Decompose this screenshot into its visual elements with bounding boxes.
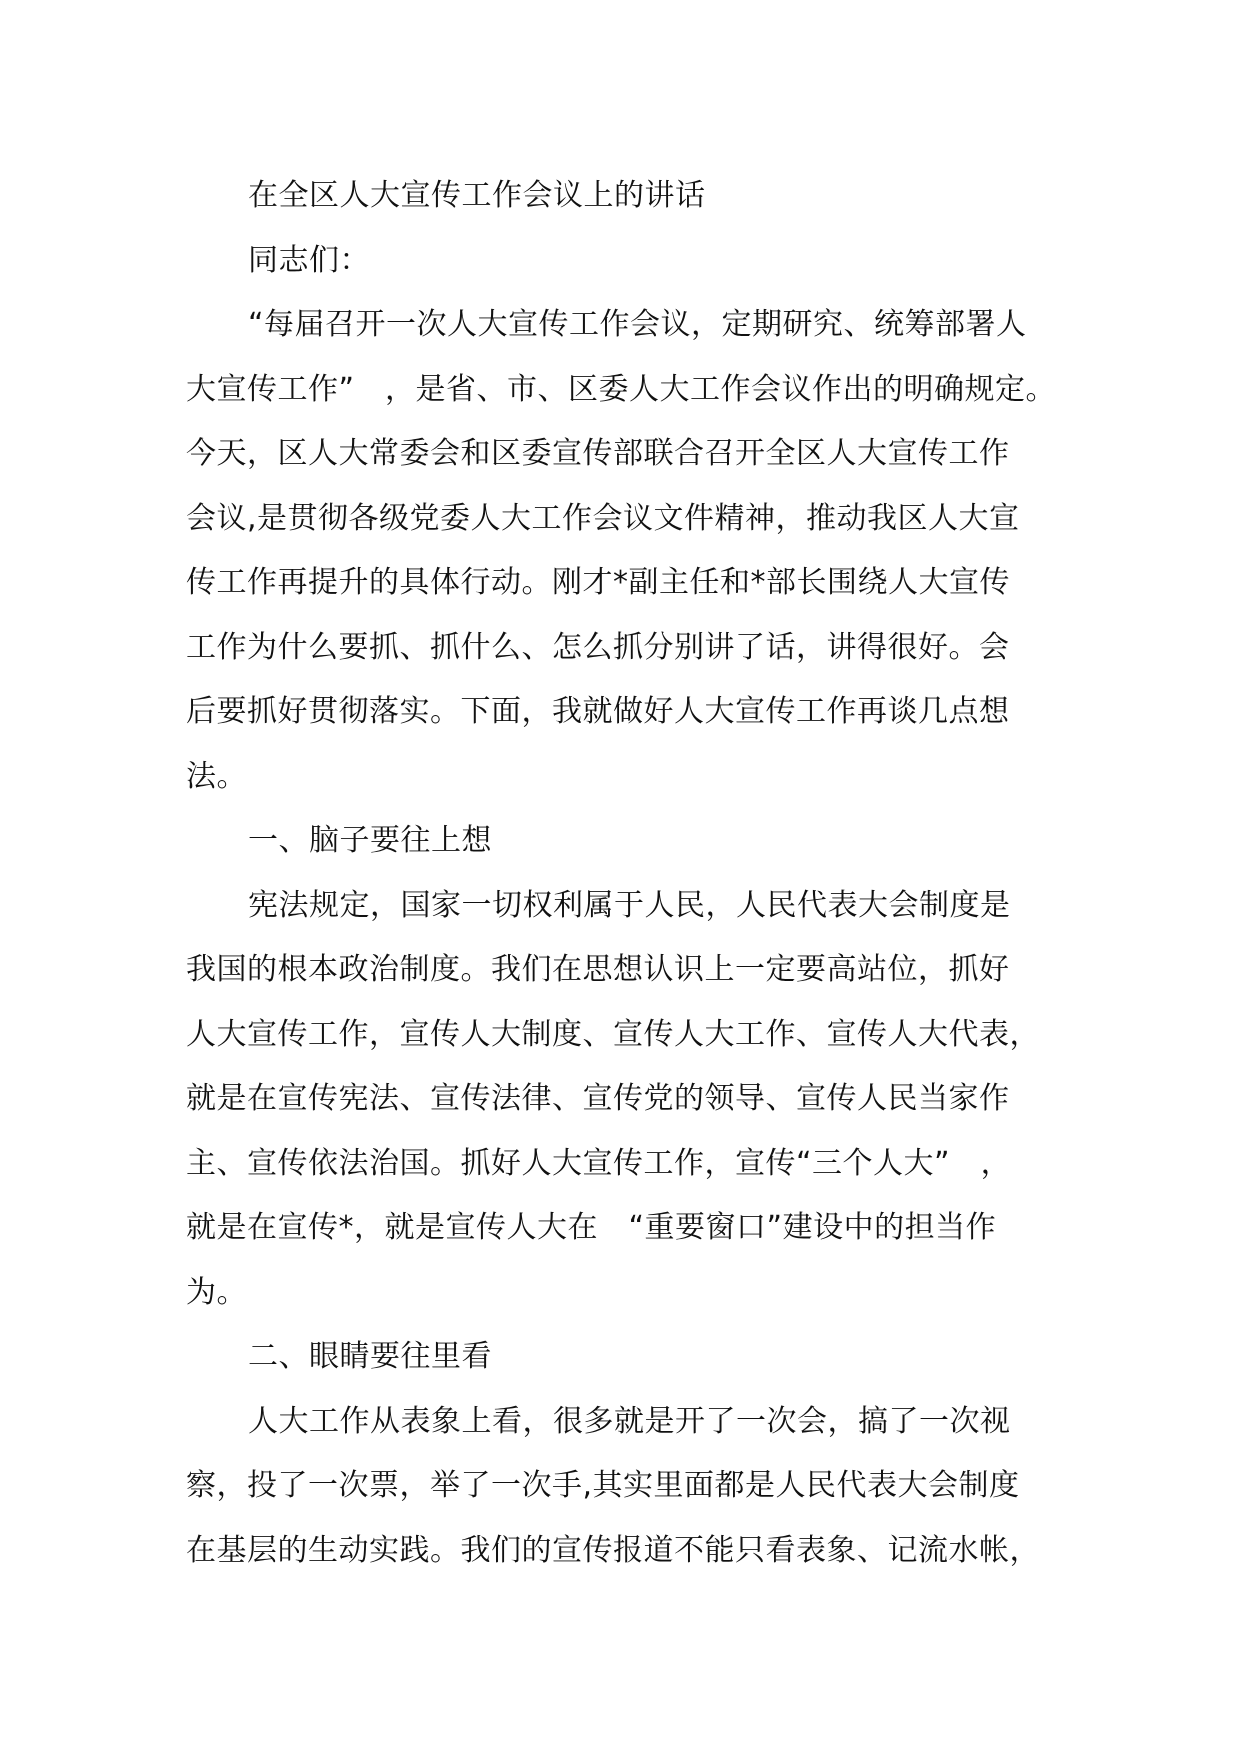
paragraph-line: 后要抓好贯彻落实。下面，我就做好人大宣传工作再谈几点想 bbox=[186, 694, 1010, 729]
paragraph-line: 大宣传工作” ，是省、市、区委人大工作会议作出的明确规定。 bbox=[186, 371, 1057, 407]
paragraph-line: “每届召开一次人大宣传工作会议，定期研究、统筹部署人 bbox=[248, 307, 1027, 342]
document-body bbox=[186, 164, 1086, 1583]
greeting: 同志们： bbox=[248, 242, 370, 278]
paragraph-line: 会议,是贯彻各级党委人大工作会议文件精神，推动我区人大宣 bbox=[186, 500, 1020, 536]
paragraph-line: 人大工作从表象上看，很多就是开了一次会，搞了一次视 bbox=[248, 1403, 1011, 1439]
paragraph-line: 今天，区人大常委会和区委宣传部联合召开全区人大宣传工作 bbox=[186, 436, 1010, 471]
section-heading-1: 一、脑子要往上想 bbox=[248, 823, 492, 858]
paragraph-line: 宪法规定，国家一切权利属于人民，人民代表大会制度是 bbox=[248, 887, 1011, 923]
paragraph-line: 传工作再提升的具体行动。刚才*副主任和*部长围绕人大宣传 bbox=[186, 565, 1010, 600]
paragraph-line: 察，投了一次票，举了一次手,其实里面都是人民代表大会制度 bbox=[186, 1468, 1020, 1503]
paragraph-line: 人大宣传工作，宣传人大制度、宣传人大工作、宣传人大代表， bbox=[186, 1016, 1040, 1052]
paragraph-line: 就是在宣传宪法、宣传法律、宣传党的领导、宣传人民当家作 bbox=[186, 1081, 1010, 1116]
paragraph-line: 就是在宣传*，就是宣传人大在 “重要窗口”建设中的担当作 bbox=[186, 1210, 997, 1245]
paragraph-line: 我国的根本政治制度。我们在思想认识上一定要高站位，抓好 bbox=[186, 952, 1010, 987]
paragraph-intro bbox=[186, 293, 1086, 809]
paragraph-line: 为。 bbox=[186, 1274, 247, 1310]
document-title: 在全区人大宣传工作会议上的讲话 bbox=[248, 178, 706, 213]
paragraph-line: 工作为什么要抓、抓什么、怎么抓分别讲了话，讲得很好。会 bbox=[186, 629, 1010, 665]
paragraph-section-1 bbox=[186, 874, 1086, 1326]
paragraph-line: 在基层的生动实践。我们的宣传报道不能只看表象、记流水帐， bbox=[186, 1532, 1040, 1568]
paragraph-line: 法。 bbox=[186, 758, 247, 794]
paragraph-section-2 bbox=[186, 1390, 1086, 1584]
paragraph-line: 主、宣传依法治国。抓好人大宣传工作，宣传“三个人大” ， bbox=[186, 1145, 1012, 1181]
section-heading-2: 二、眼睛要往里看 bbox=[248, 1339, 492, 1374]
